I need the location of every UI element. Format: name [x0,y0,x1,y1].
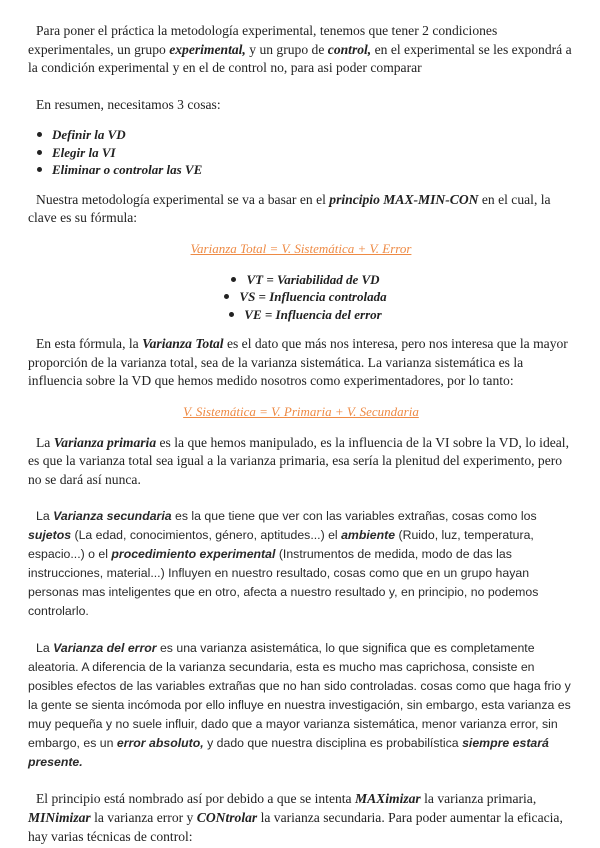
paragraph-principle-name [28,790,574,846]
text: la varianza secundaria. Para poder aumentar la eficacia, hay varias técnicas de control: [28,809,563,844]
emphasis: Varianza primaria [53,434,157,450]
text: (La edad, conocimientos, género, aptitudes...) el [71,528,342,543]
emphasis: principio MAX-MIN-CON [329,191,479,207]
formula-total [28,240,574,259]
text: (Instrumentos de medida, modo de das las instrucciones, material...) Influyen en nuestro resultado, cosas como que en un grupo hayan personas mas inteligentes que en otro, afecta a nuestro resultado y, en principio, no podemos controlarlo. [28,547,539,619]
text: y dado que nuestra disciplina es probabilística [203,736,463,751]
emphasis: siempre estará presente. [28,736,549,770]
text: El principio está nombrado así por debido a que se intenta [36,791,355,807]
text: y un grupo de [245,41,328,57]
text: en el cual, la clave es su fórmula: [28,191,551,226]
text: La [36,509,54,524]
emphasis: sujetos [28,528,72,543]
emphasis: MINimizar [28,809,91,825]
emphasis: MAXimizar [355,791,421,807]
text: es una varianza asistemática, lo que significa que es completamente aleatoria. A diferencia de la varianza secundaria, esta es mucho mas caprichosa, consiste en posibles efectos de las variables extrañas que no han sido controladas. cosas como que haga frio y la gente se sienta incómoda por ello influye en nuestra investigación, sin embargo, esta varianza es muy pequeña y no suele influir, dado que a mayor varianza sistemática, menor varianza error, sin embargo, es un [28,641,571,751]
text: es la que hemos manipulado, es la influencia de la VI sobre la VD, lo ideal, es que la varianza total sea igual a la varianza primaria, esa sería la plenitud del experimento, pero no se dará así nunca. [28,434,569,487]
document-page [28,22,574,846]
emphasis: control, [327,41,372,57]
paragraph-principle [28,191,574,228]
list-item: Eliminar o controlar las VE [28,161,574,179]
formula-systematic [28,403,574,422]
text: La [36,434,54,450]
text: La [36,641,54,656]
list-item: Definir la VD [28,126,574,144]
emphasis: CONtrolar [196,809,258,825]
formula-text: V. Sistemática = V. Primaria + V. Secundaria [183,403,419,419]
emphasis: experimental, [169,41,246,57]
list-item: Elegir la VI [28,144,574,162]
paragraph-primary-variance [28,434,574,490]
emphasis: error absoluto, [116,736,204,751]
text: en el experimental se les expondrá a la condición experimental y en el de control no, para asi poder comparar [28,41,572,76]
paragraph-intro [28,22,574,78]
emphasis: ambiente [341,528,396,543]
list-item: VT = Variabilidad de VD [222,271,379,289]
emphasis: Varianza Total [142,336,224,352]
text: la varianza primaria, [420,791,537,807]
emphasis: Varianza secundaria [53,509,172,524]
paragraph-error-variance [28,639,574,772]
list-item: VS = Influencia controlada [215,288,386,306]
requirements-list [28,126,574,179]
components-list [28,271,574,324]
text: la varianza error y [90,809,197,825]
paragraph-summary: En resumen, necesitamos 3 cosas: [36,96,221,112]
paragraph-secondary-variance [28,507,574,621]
emphasis: Varianza del error [53,641,157,656]
text: (Ruido, luz, temperatura, espacio...) o el [28,528,534,562]
text: En esta fórmula, la [36,336,143,352]
text: es la que tiene que ver con las variables extrañas, cosas como los [171,509,537,524]
text: es el dato que más nos interesa, pero nos interesa que la mayor proporción de la varianza total, sea de la varianza sistemática. La varianza sistemática es la influencia sobre la VD que hemos medido nosotros como experimentadores, por lo tanto: [28,336,568,389]
text: Para poner el práctica la metodología experimental, tenemos que tener 2 condiciones experimentales, un grupo [28,23,498,57]
list-item: VE = Influencia del error [220,306,381,324]
text: Nuestra metodología experimental se va a basar en el [36,191,330,207]
formula-text: Varianza Total = V. Sistemática + V. Error [190,241,412,257]
paragraph-total-variance [28,335,574,391]
emphasis: procedimiento experimental [111,547,276,562]
